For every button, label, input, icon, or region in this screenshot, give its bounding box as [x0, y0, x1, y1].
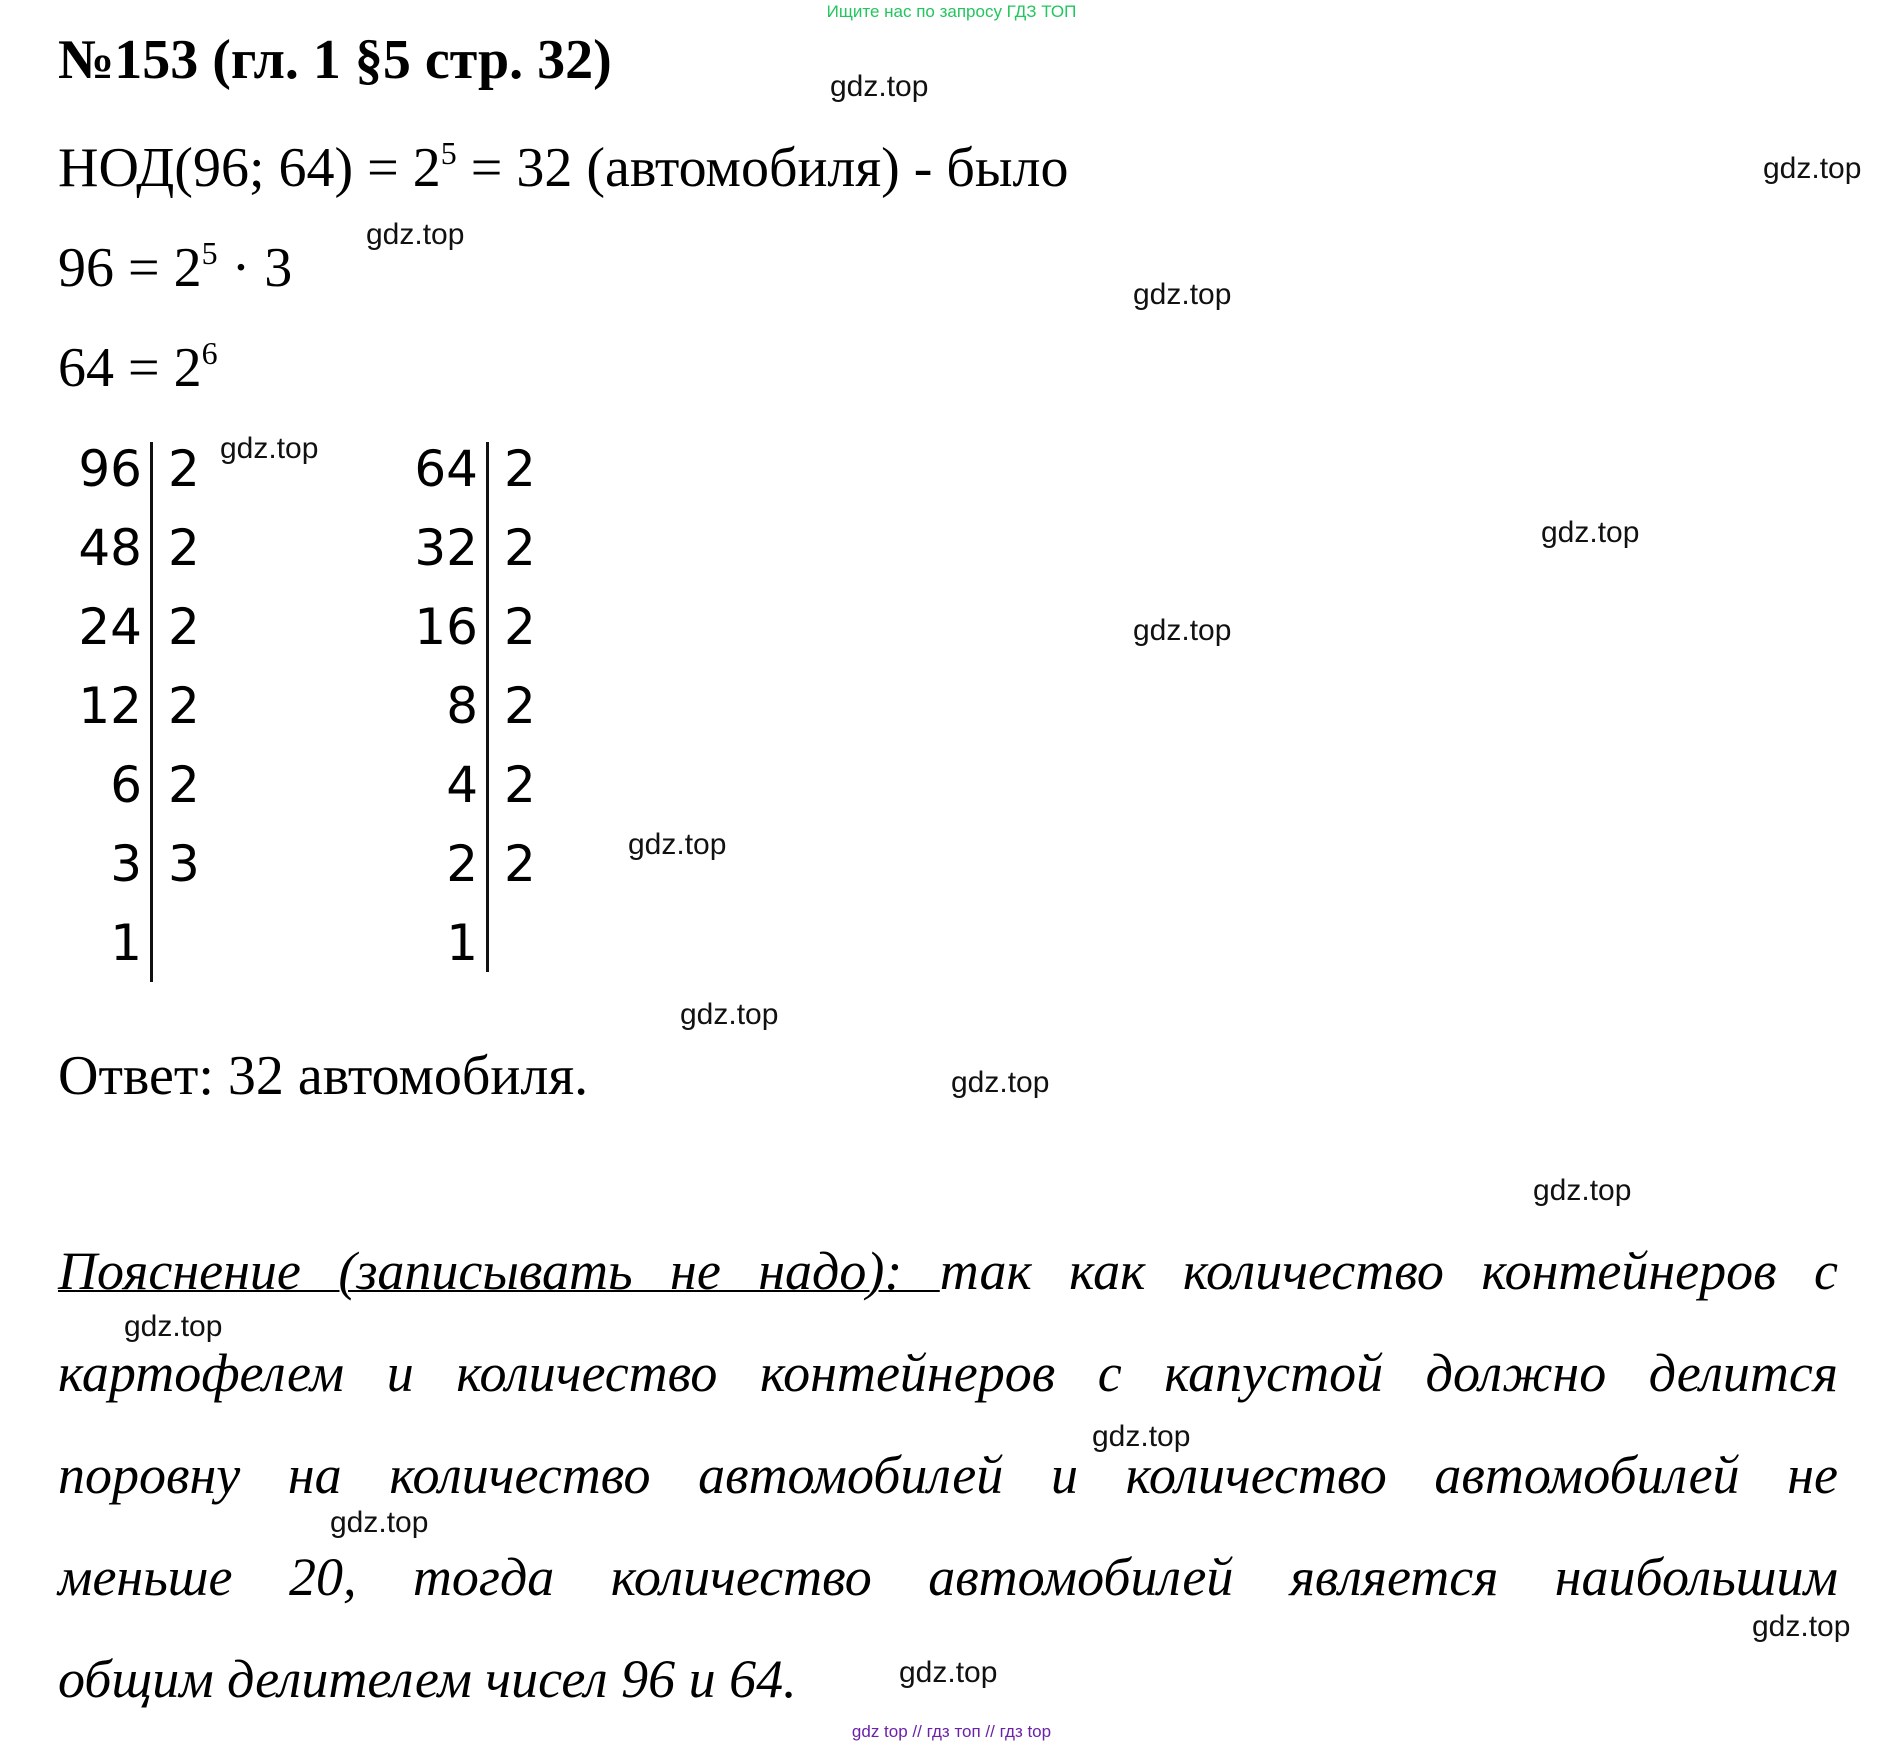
dividend: 4	[446, 756, 478, 814]
explanation-line-3: поровну на количество автомобилей и количество автомобилей не	[58, 1445, 1838, 1505]
divisor: 2	[504, 756, 536, 814]
watermark: gdz.top	[899, 1656, 998, 1689]
top-banner[interactable]: Ищите нас по запросу ГДЗ ТОП	[826, 2, 1077, 21]
division-table-64	[388, 440, 558, 1000]
dividend: 2	[446, 835, 478, 893]
division-table-96	[52, 440, 222, 1000]
factorization-96-exponent: 5	[201, 235, 218, 271]
divisor: 2	[168, 519, 200, 577]
divisor: 3	[168, 835, 200, 893]
divisor: 2	[168, 598, 200, 656]
factorization-96	[58, 236, 292, 300]
dividend: 1	[446, 914, 478, 972]
watermark: gdz.top	[1092, 1420, 1191, 1453]
dividend: 16	[414, 598, 478, 656]
explanation-line-1	[58, 1240, 1838, 1302]
watermark: gdz.top	[1541, 516, 1640, 549]
dividend: 1	[110, 914, 142, 972]
watermark: gdz.top	[330, 1506, 429, 1539]
watermark: gdz.top	[680, 998, 779, 1031]
factorization-96-prefix: 96 = 2	[58, 237, 202, 299]
explanation-line-5: общим делителем чисел 96 и 64.	[58, 1649, 797, 1709]
watermark: gdz.top	[1763, 152, 1862, 185]
gcd-line-exponent: 5	[440, 135, 457, 171]
dividend: 6	[110, 756, 142, 814]
gcd-line	[58, 136, 1069, 200]
divisor: 2	[504, 598, 536, 656]
footer-links[interactable]: gdz top // гдз топ // гдз top	[851, 1722, 1052, 1741]
watermark: gdz.top	[1133, 278, 1232, 311]
dividend: 24	[78, 598, 142, 656]
explanation-text: так как количество контейнеров с	[939, 1241, 1838, 1301]
factorization-64-prefix: 64 = 2	[58, 337, 202, 399]
dividend: 32	[414, 519, 478, 577]
dividend: 8	[446, 677, 478, 735]
dividend: 96	[78, 440, 142, 498]
factorization-64-exponent: 6	[201, 335, 218, 371]
watermark: gdz.top	[830, 70, 929, 103]
watermark: gdz.top	[1533, 1174, 1632, 1207]
factorization-96-suffix: · 3	[217, 237, 293, 299]
explanation-line-4: меньше 20, тогда количество автомобилей является наибольшим	[58, 1547, 1838, 1607]
divisor: 2	[168, 756, 200, 814]
explanation-label: Пояснение (записывать не надо):	[58, 1241, 940, 1301]
divisor: 2	[504, 835, 536, 893]
dividend: 48	[78, 519, 142, 577]
division-bar	[486, 442, 489, 972]
explanation-line-2: картофелем и количество контейнеров с капустой должно делится	[58, 1343, 1838, 1403]
dividend: 3	[110, 835, 142, 893]
watermark: gdz.top	[951, 1066, 1050, 1099]
answer-line: Ответ: 32 автомобиля.	[58, 1045, 589, 1107]
divisor: 2	[504, 519, 536, 577]
dividend: 12	[78, 677, 142, 735]
watermark: gdz.top	[628, 828, 727, 861]
gcd-line-suffix: = 32 (автомобиля) - было	[456, 137, 1069, 199]
watermark: gdz.top	[124, 1310, 223, 1343]
watermark: gdz.top	[1133, 614, 1232, 647]
problem-title: №153 (гл. 1 §5 стр. 32)	[58, 29, 612, 91]
factorization-64	[58, 336, 218, 400]
division-bar	[150, 442, 153, 982]
divisor: 2	[504, 677, 536, 735]
watermark: gdz.top	[1752, 1610, 1851, 1643]
watermark: gdz.top	[366, 218, 465, 251]
watermark: gdz.top	[220, 432, 319, 465]
divisor: 2	[168, 677, 200, 735]
divisor: 2	[504, 440, 536, 498]
gcd-line-prefix: НОД(96; 64) = 2	[58, 137, 441, 199]
dividend: 64	[414, 440, 478, 498]
divisor: 2	[168, 440, 200, 498]
